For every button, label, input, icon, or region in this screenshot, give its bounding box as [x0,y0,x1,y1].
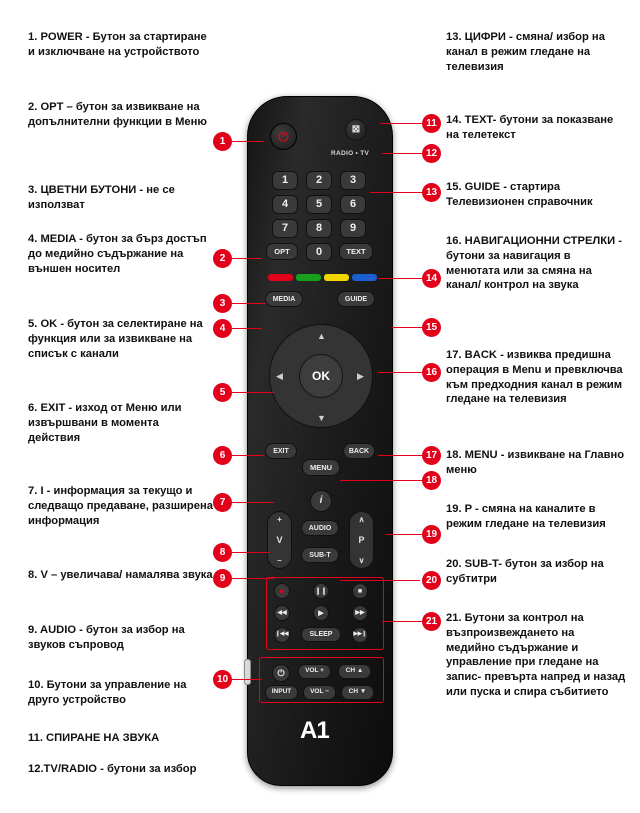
key-5[interactable]: 5 [306,195,332,214]
media-button[interactable]: MEDIA [265,291,303,307]
bubble-2: 2 [213,249,232,268]
leader-12 [382,153,422,154]
record-button[interactable]: ● [274,583,290,599]
bubble-3: 3 [213,294,232,313]
legend-item-1: 1. POWER - Бутон за стартиране и изключване на устройството [28,31,207,58]
key-1[interactable]: 1 [272,171,298,190]
leader-20 [340,580,420,581]
arrow-right-icon[interactable]: ▶ [357,371,364,381]
rewind-button[interactable]: ◀◀ [274,605,290,621]
color-button-yellow[interactable] [324,274,349,281]
program-up-icon: ∧ [358,515,365,524]
key-8[interactable]: 8 [306,219,332,238]
power-button[interactable]: ⏻ [270,123,297,150]
legend-item-8: 8. V – увеличава/ намалява звука [28,569,213,581]
leader-4 [232,328,262,329]
leader-9 [232,578,274,579]
device-cluster-outline [259,657,384,703]
volume-minus-label: – [277,556,282,565]
leader-21 [382,621,422,622]
device-ch-up-button[interactable]: CH ▲ [338,664,371,679]
color-button-red[interactable] [268,274,293,281]
bubble-9: 9 [213,569,232,588]
legend-item-4: 4. MEDIA - бутон за бърз достъп до медийно съдържание на външен носител [28,233,207,275]
next-button[interactable]: ▶▶❙ [352,627,368,643]
bubble-8: 8 [213,543,232,562]
bubble-11: 11 [422,114,441,133]
exit-button[interactable]: EXIT [265,443,297,459]
bubble-17: 17 [422,446,441,465]
bubble-18: 18 [422,471,441,490]
bubble-13: 13 [422,183,441,202]
arrow-up-icon[interactable]: ▲ [317,331,326,341]
bubble-5: 5 [213,383,232,402]
bubble-15: 15 [422,318,441,337]
device-vol-minus-button[interactable]: VOL − [303,685,336,700]
bubble-12: 12 [422,144,441,163]
guide-button[interactable]: GUIDE [337,291,375,307]
color-button-green[interactable] [296,274,321,281]
volume-rocker[interactable] [267,511,292,569]
legend-item-3: 3. ЦВЕТНИ БУТОНИ - не се използват [28,184,175,211]
bubble-14: 14 [422,269,441,288]
volume-label: V [276,535,283,545]
legend-item-11: 11. СПИРАНЕ НА ЗВУКА [28,732,160,744]
legend-item-17: 17. BACK - извиква предишна операция в Menu и превключва към предходния канал в режим гледане на телевизия [446,349,623,406]
legend-item-10: 10. Бутони за управление на друго устройство [28,679,187,706]
key-4[interactable]: 4 [272,195,298,214]
text-button[interactable]: TEXT [339,243,373,260]
brand-logo: A1 [300,717,329,744]
leader-15 [392,327,422,328]
legend-item-19: 19. P - смяна на каналите в режим гледане на телевизия [446,503,606,530]
bubble-6: 6 [213,446,232,465]
legend-item-20: 20. SUB-T- бутон за избор на субтитри [446,558,604,585]
stop-button[interactable]: ■ [352,583,368,599]
leader-18 [340,480,422,481]
legend-item-12: 12.TV/RADIO - бутони за избор [28,763,197,775]
subt-button[interactable]: SUB-T [301,547,339,563]
legend-item-9: 9. AUDIO - бутон за избор на звуков съпровод [28,624,185,651]
volume-plus-label: + [277,515,282,524]
program-label: P [358,535,365,545]
menu-button[interactable]: MENU [302,459,340,476]
device-vol-plus-button[interactable]: VOL + [298,664,331,679]
legend-item-21: 21. Бутони за контрол на възпроизвеждането на медийно съдържание и управление при гледане на запис- превърта напред и назад или пуска и спира събитието [446,612,626,698]
key-2[interactable]: 2 [306,171,332,190]
device-power-button[interactable]: ⏻ [272,664,290,682]
leader-10 [232,679,262,680]
leader-7 [232,502,274,503]
bubble-21: 21 [422,612,441,631]
bubble-16: 16 [422,363,441,382]
legend-item-6: 6. EXIT - изход от Меню или извършвани в момента действия [28,402,182,444]
leader-16 [378,372,422,373]
key-3[interactable]: 3 [340,171,366,190]
bubble-20: 20 [422,571,441,590]
side-button[interactable] [244,659,251,685]
forward-button[interactable]: ▶▶ [352,605,368,621]
device-ch-down-button[interactable]: CH ▼ [341,685,374,700]
leader-2 [232,258,262,259]
leader-14 [378,278,422,279]
color-button-blue[interactable] [352,274,377,281]
leader-5 [232,392,274,393]
arrow-down-icon[interactable]: ▼ [317,413,326,423]
key-6[interactable]: 6 [340,195,366,214]
key-0[interactable]: 0 [306,243,332,261]
arrow-left-icon[interactable]: ◀ [276,371,283,381]
leader-17 [378,455,422,456]
leader-8 [232,552,270,553]
legend-item-18: 18. MENU - извикване на Главно меню [446,449,625,476]
legend-item-7: 7. I - информация за текущо и следващо предаване, разширена информация [28,485,213,527]
audio-button[interactable]: AUDIO [301,520,339,536]
bubble-10: 10 [213,670,232,689]
mute-button[interactable]: ⊠ [345,119,367,141]
bubble-4: 4 [213,319,232,338]
program-rocker[interactable] [349,511,374,569]
key-7[interactable]: 7 [272,219,298,238]
key-9[interactable]: 9 [340,219,366,238]
ok-button[interactable]: OK [299,354,343,398]
leader-3 [232,303,266,304]
opt-button[interactable]: OPT [266,243,298,260]
leader-19 [386,534,422,535]
radio-tv-label[interactable]: RADIO • TV [331,150,370,157]
playback-cluster-outline [266,577,384,650]
bubble-7: 7 [213,493,232,512]
play-button[interactable]: ▶ [313,605,329,621]
leader-13 [370,192,422,193]
device-input-button[interactable]: INPUT [265,685,298,700]
leader-11 [380,123,422,124]
bubble-1: 1 [213,132,232,151]
sleep-button[interactable]: SLEEP [301,627,341,642]
program-down-icon: ∨ [358,556,365,565]
legend-item-2: 2. OPT – бутон за извикване на допълнителни функции в Меню [28,101,207,128]
legend-item-13: 13. ЦИФРИ - смяна/ избор на канал в режим гледане на телевизия [446,31,605,73]
leader-6 [232,455,264,456]
leader-1 [232,141,264,142]
info-button[interactable]: i [310,490,332,512]
legend-item-16: 16. НАВИГАЦИОННИ СТРЕЛКИ - бутони за навигация в менютата или за смяна на канал/ контрол на звука [446,235,622,292]
bubble-19: 19 [422,525,441,544]
previous-button[interactable]: ❙◀◀ [274,627,290,643]
pause-button[interactable]: ❙❙ [313,583,329,599]
legend-item-14: 14. TEXT- бутони за показване на телетекст [446,114,614,141]
legend-item-15: 15. GUIDE - стартира Телевизионен справочник [446,181,593,208]
back-button[interactable]: BACK [343,443,375,459]
legend-item-5: 5. OK - бутон за селектиране на функция или за извикване на списък с канали [28,318,203,360]
